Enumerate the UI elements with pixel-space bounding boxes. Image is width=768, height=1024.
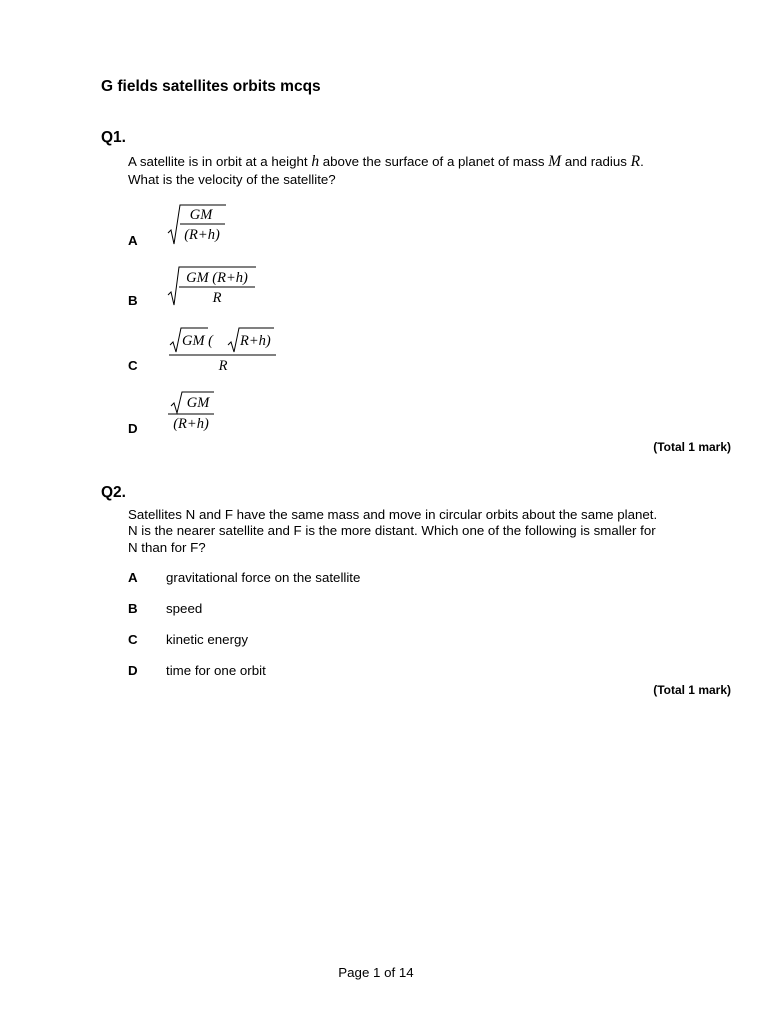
- var-R: R: [630, 153, 641, 170]
- q2-option-c-letter: C: [128, 632, 138, 647]
- q2-option-a-letter: A: [128, 570, 138, 585]
- q2-stem-line1: Satellites N and F have the same mass and move in circular orbits about the same planet.: [128, 507, 658, 522]
- q2-option-b-letter: B: [128, 601, 138, 616]
- formula-numerator: GM: [186, 395, 210, 411]
- question-number-q1: Q1.: [101, 129, 126, 146]
- q2-total-mark: (Total 1 mark): [653, 683, 731, 697]
- question-number-q2: Q2.: [101, 484, 126, 501]
- q2-option-a-text: gravitational force on the satellite: [166, 570, 361, 585]
- q1-option-d-letter: D: [128, 421, 138, 436]
- formula-numerator-root: R+h): [240, 333, 271, 349]
- formula-numerator: GM (R+h): [186, 270, 248, 286]
- formula-numerator-prefix: GM (: [182, 333, 214, 349]
- page-footer: Page 1 of 14: [338, 965, 414, 980]
- q2-stem-line3: N than for F?: [128, 540, 206, 555]
- q2-option-d-text: time for one orbit: [166, 663, 266, 678]
- q1-option-a-formula: [166, 200, 236, 250]
- q1-option-b-formula: [166, 262, 266, 312]
- document-title: G fields satellites orbits mcqs: [101, 78, 321, 95]
- q1-option-a-letter: A: [128, 233, 138, 248]
- q1-total-mark: (Total 1 mark): [653, 440, 731, 454]
- q1-option-c-letter: C: [128, 358, 138, 373]
- var-M: M: [548, 153, 562, 170]
- q1-option-c-formula: [166, 323, 281, 375]
- formula-numerator: GM: [189, 207, 213, 223]
- q2-stem-line2: N is the nearer satellite and F is the more distant. Which one of the following is smaller for: [128, 523, 656, 538]
- formula-denominator: R: [218, 358, 228, 374]
- formula-denominator: (R+h): [184, 227, 220, 243]
- q2-option-d-letter: D: [128, 663, 138, 678]
- q1-stem-line2: What is the velocity of the satellite?: [128, 172, 336, 187]
- formula-denominator: (R+h): [173, 416, 209, 432]
- q1-option-d-formula: [166, 388, 226, 438]
- formula-denominator: R: [212, 290, 222, 306]
- q2-option-b-text: speed: [166, 601, 203, 616]
- q2-option-c-text: kinetic energy: [166, 632, 249, 647]
- q1-stem-line1: A satellite is in orbit at a height h above the surface of a planet of mass M and radius R.: [128, 153, 644, 170]
- var-h: h: [311, 153, 320, 170]
- q1-option-b-letter: B: [128, 293, 138, 308]
